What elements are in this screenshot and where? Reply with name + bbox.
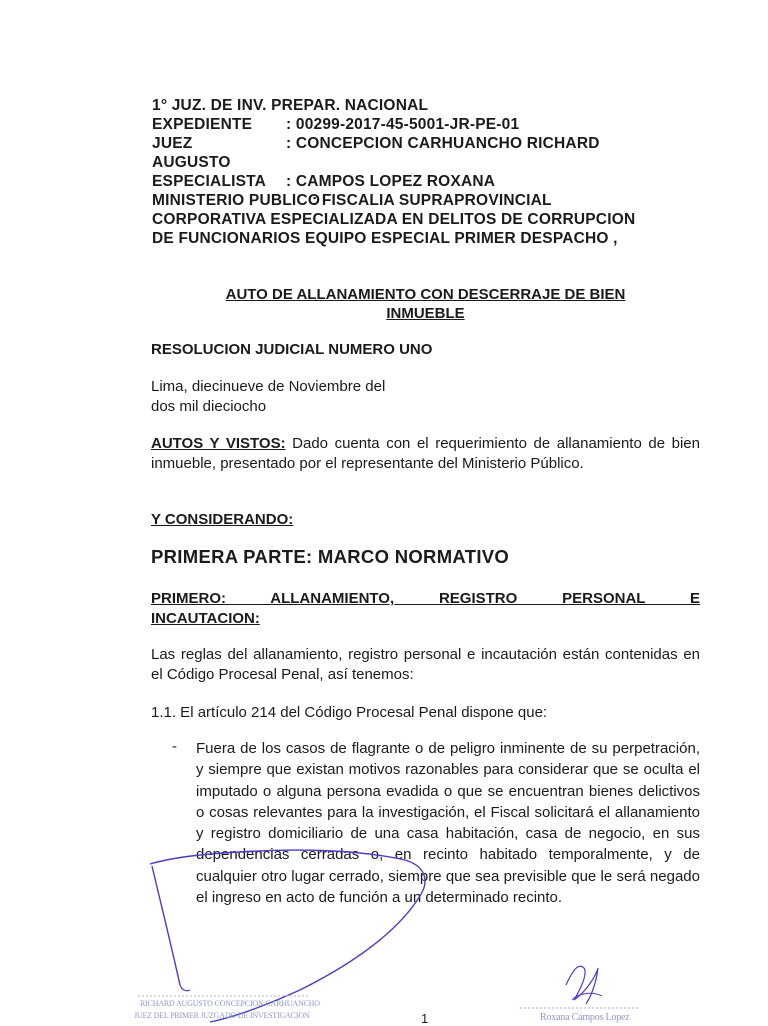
court-name: 1° JUZ. DE INV. PREPAR. NACIONAL xyxy=(152,97,429,114)
judge-stamp-line-1: RICHARD AUGUSTO CONCEPCION CARHUANCHO xyxy=(140,999,320,1008)
date-line-1: Lima, diecinueve de Noviembre del xyxy=(151,378,386,395)
juez-value: : CONCEPCION CARHUANCHO RICHARD xyxy=(286,135,600,152)
ministerio-value: : FISCALIA SUPRAPROVINCIAL xyxy=(312,192,552,209)
document-title-line-1: AUTO DE ALLANAMIENTO CON DESCERRAJE DE BIEN xyxy=(225,286,626,303)
specialist-stamp: Roxana Campos Lopez xyxy=(540,1012,630,1023)
date-line-2: dos mil dieciocho xyxy=(151,397,267,415)
primero-line-1: PRIMERO: ALLANAMIENTO, REGISTRO PERSONAL E xyxy=(151,590,700,607)
juez-label: JUEZ xyxy=(152,135,193,152)
page-number: 1 xyxy=(421,1011,429,1026)
autos-text: Dado cuenta con el requerimiento de allanamiento de bien inmueble, presentado por el representante del Ministerio Público. xyxy=(151,435,700,472)
autos-label: AUTOS Y VISTOS: xyxy=(151,435,286,452)
expediente-value: : 00299-2017-45-5001-JR-PE-01 xyxy=(286,116,520,133)
rules-paragraph: Las reglas del allanamiento, registro personal e incautación están contenidas en el Código Procesal Penal, así tenemos: xyxy=(151,646,700,683)
ministerio-label: MINISTERIO PUBLICO xyxy=(152,192,321,209)
resolution-heading: RESOLUCION JUDICIAL NUMERO UNO xyxy=(151,341,433,358)
part-title: PRIMERA PARTE: MARCO NORMATIVO xyxy=(151,546,510,567)
juez-value-cont: AUGUSTO xyxy=(152,154,231,171)
primero-line-2: INCAUTACION: xyxy=(151,609,260,627)
document-title-line-2: INMUEBLE xyxy=(386,305,465,322)
ministerio-cont-2: DE FUNCIONARIOS EQUIPO ESPECIAL PRIMER DESPACHO , xyxy=(152,230,618,247)
ministerio-cont-1: CORPORATIVA ESPECIALIZADA EN DELITOS DE CORRUPCION xyxy=(152,211,636,228)
considerando-heading: Y CONSIDERANDO: xyxy=(151,511,294,528)
expediente-label: EXPEDIENTE xyxy=(152,116,253,133)
judge-stamp-line-2: JUEZ DEL PRIMER JUZGADO DE INVESTIGACION xyxy=(134,1011,310,1020)
article-paragraph: 1.1. El artículo 214 del Código Procesal Penal dispone que: xyxy=(151,704,548,721)
especialista-label: ESPECIALISTA xyxy=(152,173,267,190)
bullet-mark: - xyxy=(172,738,177,755)
especialista-value: : CAMPOS LOPEZ ROXANA xyxy=(286,173,496,190)
bullet-paragraph: Fuera de los casos de flagrante o de peligro inminente de su perpetración, y siempre que existan motivos razonables para considerar que se oculta el imputado o alguna persona evadida o que se encuentran bienes delictivos o cosas relevantes para la investigación, el Fiscal solicitará el allanamiento y registro domiciliario de una casa habitación, casa de negocio, en sus dependencias cerradas o, en recinto habitado temporalmente, y de cualquier otro lugar cerrado, siempre que sea previsible que le será negado el ingreso en acto de función a un determinado recinto. xyxy=(196,740,700,907)
